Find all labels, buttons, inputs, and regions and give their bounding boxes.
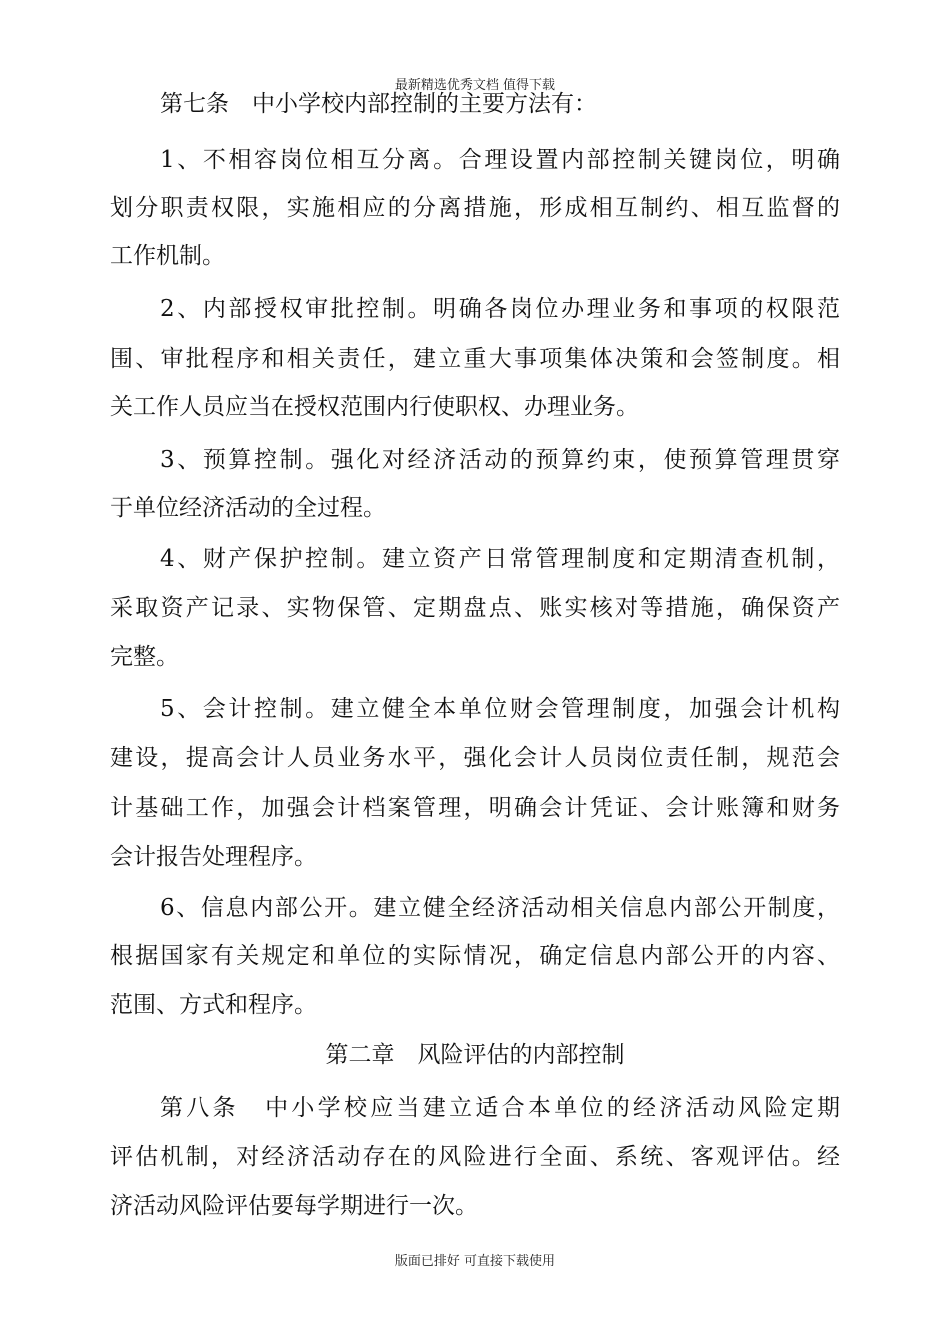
paragraph-line: 1、不相容岗位相互分离。合理设置内部控制关键岗位，明确 [160,147,840,173]
paragraph-line: 工作机制。 [110,243,225,269]
paragraph-line: 范围、方式和程序。 [110,992,317,1018]
page-header: 最新精选优秀文档 值得下载 [394,78,556,93]
paragraph-line: 采取资产记录、实物保管、定期盘点、账实核对等措施，确保资产 [110,595,840,621]
paragraph-line: 4、财产保护控制。建立资产日常管理制度和定期清查机制， [160,546,840,572]
paragraph-line: 于单位经济活动的全过程。 [110,495,386,521]
paragraph-line: 6、信息内部公开。建立健全经济活动相关信息内部公开制度， [160,895,840,921]
paragraph-line: 围、审批程序和相关责任，建立重大事项集体决策和会签制度。相 [110,346,840,372]
paragraph-line: 2、内部授权审批控制。明确各岗位办理业务和事项的权限范 [160,296,840,322]
paragraph-line: 根据国家有关规定和单位的实际情况，确定信息内部公开的内容、 [110,943,840,969]
chapter-2-title: 第二章 风险评估的内部控制 [325,1042,625,1068]
paragraph-line: 会计报告处理程序。 [110,844,317,870]
paragraph-line: 计基础工作，加强会计档案管理，明确会计凭证、会计账簿和财务 [110,795,840,821]
paragraph-line: 3、预算控制。强化对经济活动的预算约束，使预算管理贯穿 [160,447,840,473]
paragraph-line: 关工作人员应当在授权范围内行使职权、办理业务。 [110,394,639,420]
page-footer: 版面已排好 可直接下载使用 [394,1254,556,1269]
article-7-heading: 第七条 中小学校内部控制的主要方法有： [160,91,597,117]
paragraph-line: 济活动风险评估要每学期进行一次。 [110,1193,478,1219]
paragraph-line: 完整。 [110,644,179,670]
paragraph-line: 建设，提高会计人员业务水平，强化会计人员岗位责任制，规范会 [110,745,840,771]
paragraph-line: 评估机制，对经济活动存在的风险进行全面、系统、客观评估。经 [110,1144,840,1170]
paragraph-line: 5、会计控制。建立健全本单位财会管理制度，加强会计机构 [160,696,840,722]
paragraph-line: 划分职责权限，实施相应的分离措施，形成相互制约、相互监督的 [110,195,840,221]
article-8-line: 第八条 中小学校应当建立适合本单位的经济活动风险定期 [160,1095,840,1121]
